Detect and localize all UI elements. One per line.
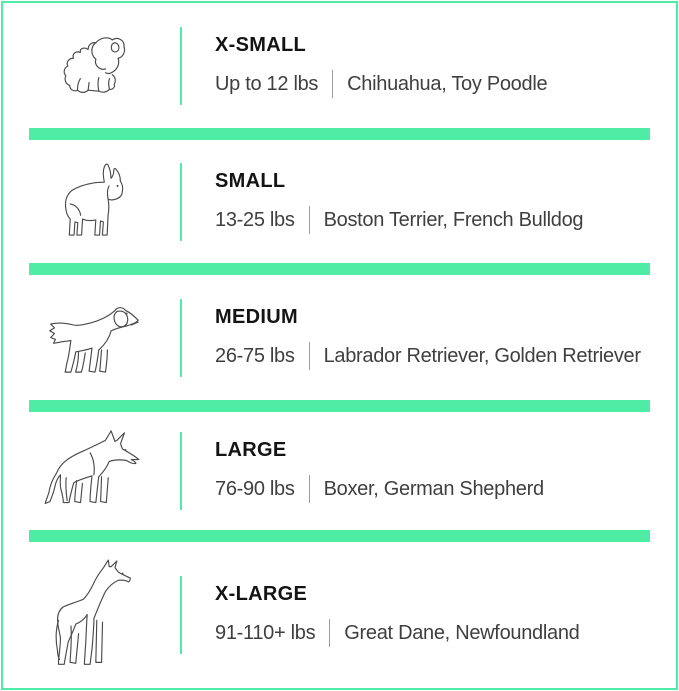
breed-examples: Boston Terrier, French Bulldog bbox=[323, 208, 584, 231]
separator-bar bbox=[29, 530, 650, 542]
french-bulldog-icon bbox=[57, 162, 127, 242]
weight-range: Up to 12 lbs bbox=[215, 72, 319, 95]
german-shepherd-icon bbox=[42, 428, 142, 514]
size-title: SMALL bbox=[215, 169, 286, 192]
weight-range: 76-90 lbs bbox=[215, 478, 295, 500]
xsmall-fluffy-dog-icon bbox=[56, 36, 128, 96]
separator-bar bbox=[29, 400, 650, 412]
weight-breed-divider bbox=[329, 619, 330, 647]
size-title: MEDIUM bbox=[215, 305, 298, 328]
row-x-large bbox=[3, 542, 676, 688]
weight-range: 26-75 lbs bbox=[215, 344, 295, 367]
weight-breed-divider bbox=[309, 475, 310, 503]
row-large bbox=[3, 412, 676, 530]
breed-examples: Great Dane, Newfoundland bbox=[344, 622, 580, 644]
weight-range: 91-110+ lbs bbox=[215, 622, 316, 644]
size-title: LARGE bbox=[215, 439, 287, 461]
size-chart-body bbox=[3, 3, 676, 688]
golden-retriever-icon bbox=[42, 299, 142, 376]
weight-breed-divider bbox=[332, 70, 333, 98]
row-medium bbox=[3, 275, 676, 400]
breed-examples: Labrador Retriever, Golden Retriever bbox=[323, 344, 641, 367]
breed-examples: Boxer, German Shepherd bbox=[323, 478, 544, 500]
weight-breed-divider bbox=[309, 206, 310, 234]
separator-bar bbox=[29, 128, 650, 140]
row-small bbox=[3, 140, 676, 263]
weight-breed-divider bbox=[309, 342, 310, 370]
separator-bar bbox=[29, 263, 650, 275]
great-dane-icon bbox=[48, 559, 136, 672]
weight-range: 13-25 lbs bbox=[215, 208, 295, 231]
row-x-small bbox=[3, 3, 676, 128]
size-title: X-SMALL bbox=[215, 33, 306, 56]
size-title: X-LARGE bbox=[215, 583, 308, 605]
breed-examples: Chihuahua, Toy Poodle bbox=[347, 72, 548, 95]
